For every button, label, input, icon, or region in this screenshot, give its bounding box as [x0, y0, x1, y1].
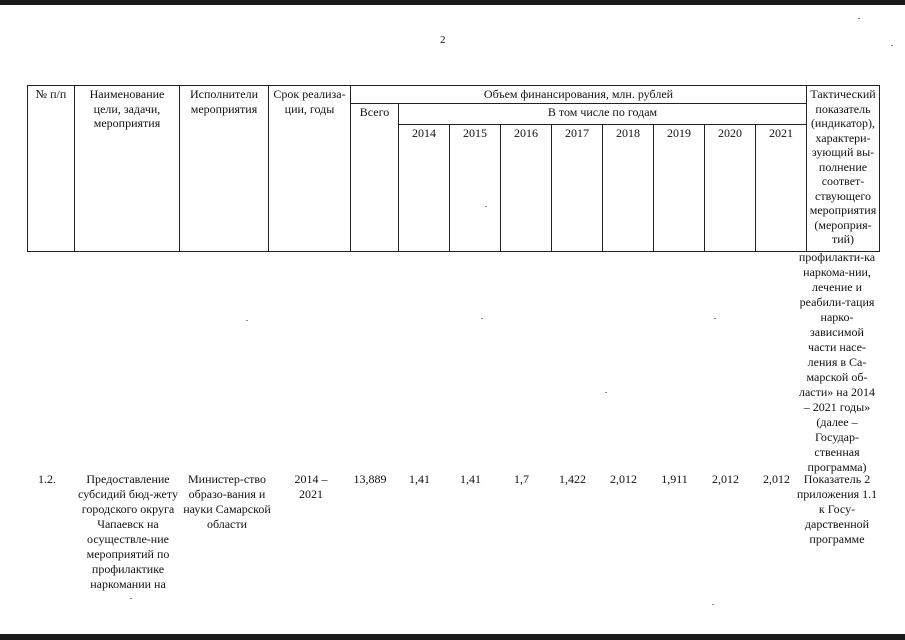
row-value: 1,7	[514, 472, 529, 486]
scan-bottom-border	[0, 634, 905, 640]
row-period: 2014 – 2021	[294, 472, 328, 501]
header-year: 2014	[399, 125, 450, 252]
header-period: Срок реализа-ции, годы	[269, 86, 351, 252]
scan-speck	[246, 320, 248, 321]
header-year: 2019	[654, 125, 705, 252]
indicator-continued-text: профилакти-ка наркома-нии, лечение и реабили-тация нарко-зависимой части насе-ления в Са-марской об-ласти» на 2014 – 2021 годы» (далее – Государ-ственная программа)	[798, 250, 876, 474]
row-value: 2,012	[763, 472, 790, 486]
header-funding: Объем финансирования, млн. рублей	[351, 86, 807, 104]
row-value: 1,41	[460, 472, 481, 486]
row-value: 2,012	[610, 472, 637, 486]
header-year: 2021	[756, 125, 807, 252]
row-executor: Министер-ство образо-вания и науки Самарской области	[183, 472, 271, 531]
table-header	[27, 85, 880, 252]
scan-speck	[891, 45, 893, 46]
scan-speck	[605, 392, 607, 393]
row-value: 2,012	[712, 472, 739, 486]
row-total: 13,889	[353, 472, 387, 486]
row-number: 1.2.	[38, 472, 56, 486]
header-year: 2016	[501, 125, 552, 252]
header-year: 2018	[603, 125, 654, 252]
scan-speck	[714, 318, 716, 319]
scan-speck	[712, 604, 714, 605]
row-indicator: Показатель 2 приложения 1.1 к Госу-дарственной программе	[796, 472, 878, 546]
row-value: 1,41	[409, 472, 430, 486]
header-executor: Исполнители мероприятия	[180, 86, 269, 252]
header-year: 2020	[705, 125, 756, 252]
scan-speck	[485, 206, 487, 207]
header-by-years: В том числе по годам	[399, 103, 807, 125]
page-number: 2	[440, 34, 446, 46]
row-name: Предоставление субсидий бюд-жету городского округа Чапаевск на осуществле-ние мероприятий по профилактике наркомании на	[78, 472, 178, 591]
header-name: Наименование цели, задачи, мероприятия	[75, 86, 180, 252]
row-value: 1,422	[559, 472, 586, 486]
scan-speck	[481, 318, 483, 319]
header-total: Всего	[351, 103, 399, 252]
scan-top-border	[0, 0, 905, 5]
header-number: № п/п	[28, 86, 75, 252]
scan-speck	[858, 18, 860, 19]
header-year: 2015	[450, 125, 501, 252]
header-year: 2017	[552, 125, 603, 252]
row-value: 1,911	[661, 472, 688, 486]
scan-speck	[130, 598, 132, 599]
header-indicator: Тактический показатель (индикатор), характери-зующий вы-полнение соответ-ствующего мероприятия (мероприя-тий)	[807, 86, 880, 252]
